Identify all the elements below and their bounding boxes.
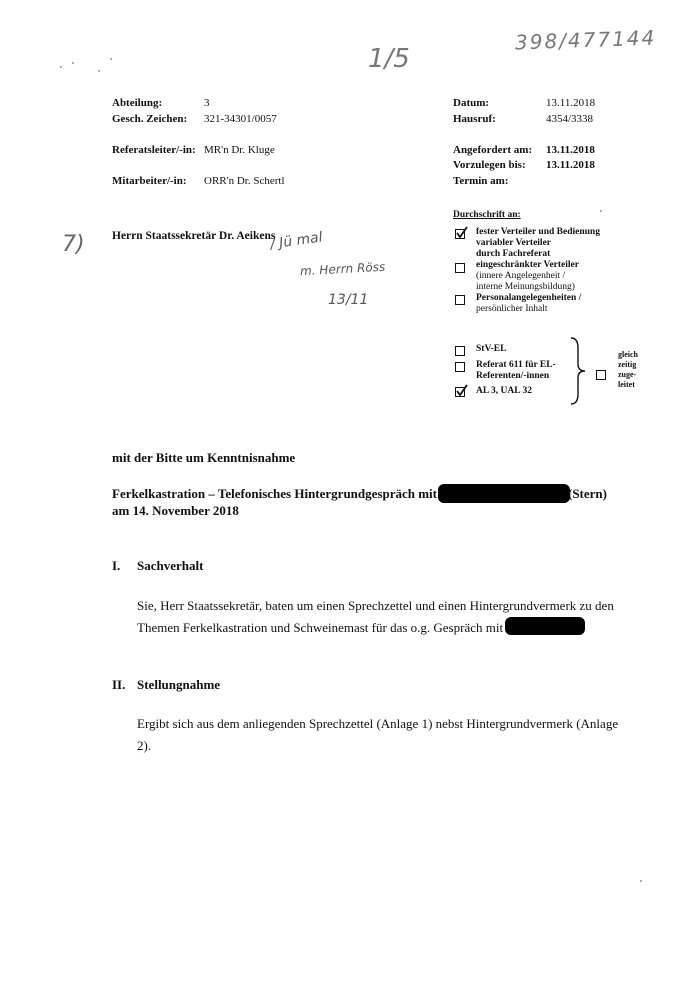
scan-dot: [640, 880, 642, 882]
gleichzeitig-line1: gleich: [618, 350, 638, 359]
datum-value: 13.11.2018: [546, 97, 596, 109]
vorzulegen-label: Vorzulegen bis:: [453, 159, 526, 171]
termin-label: Termin am:: [453, 175, 509, 187]
checkmark-icon: [455, 384, 469, 398]
checkbox-eingeschraenkter-verteiler[interactable]: [455, 263, 465, 273]
option-fester-verteiler-line1: fester Verteiler und Bedienung: [476, 227, 600, 237]
recipient: Herrn Staatssekretär Dr. Aeikens: [112, 230, 276, 242]
gleichzeitig-line3: zuge-: [618, 370, 637, 379]
angefordert-value: 13.11.2018: [546, 144, 595, 156]
abteilung-label: Abteilung:: [112, 97, 163, 109]
redaction-bar: [505, 617, 585, 635]
gesch-zeichen-value: 321-34301/0057: [204, 113, 277, 125]
checkbox-fester-verteiler[interactable]: [455, 229, 465, 239]
handwritten-mark: 1/5: [368, 44, 410, 74]
option-al3-ual32: AL 3, UAL 32: [476, 386, 532, 396]
handwritten-paraph-line2: m. Herrn Röss: [299, 259, 386, 279]
abteilung-value: 3: [204, 97, 210, 109]
handwritten-number: 398/477144: [514, 25, 657, 55]
section2-text-line1: Ergibt sich aus dem anliegenden Sprechzettel (Anlage 1) nebst Hintergrundvermerk (Anlage: [137, 716, 619, 731]
option-referat-611-line2: Referenten/-innen: [476, 371, 550, 381]
section1-text-line2: Themen Ferkelkastration und Schweinemast für das o.g. Gespräch mit: [137, 620, 504, 635]
handwritten-margin-mark: 7): [62, 232, 85, 257]
checkbox-al3-ual32[interactable]: [455, 387, 465, 397]
checkbox-referat-611[interactable]: [455, 362, 465, 372]
section1-number: I.: [112, 558, 121, 573]
mitarbeiter-value: ORR'n Dr. Schertl: [204, 175, 285, 187]
section2-text-line2: 2).: [137, 738, 152, 753]
option-stv-el: StV-EL: [476, 344, 507, 354]
section2-title: Stellungnahme: [137, 677, 221, 692]
subject-line2: am 14. November 2018: [112, 503, 239, 518]
checkbox-personalangelegenheiten[interactable]: [455, 295, 465, 305]
gesch-zeichen-label: Gesch. Zeichen:: [112, 113, 188, 125]
option-fester-verteiler-line3: durch Fachreferat: [476, 249, 551, 259]
scan-dot: [72, 62, 74, 64]
hausruf-value: 4354/3338: [546, 113, 594, 125]
datum-label: Datum:: [453, 97, 490, 109]
option-personal-line1: Personalangelegenheiten /: [476, 293, 582, 303]
durchschrift-title: Durchschrift an:: [453, 210, 521, 220]
mitarbeiter-label: Mitarbeiter/-in:: [112, 175, 187, 187]
subject-line1-prefix: Ferkelkastration – Telefonisches Hintergrundgespräch mit: [112, 486, 437, 501]
vorzulegen-value: 13.11.2018: [546, 159, 595, 171]
option-referat-611-line1: Referat 611 für EL-: [476, 360, 556, 370]
referatsleiter-label: Referatsleiter/-in:: [112, 144, 196, 156]
gleichzeitig-line4: leitet: [618, 380, 635, 389]
checkbox-gleichzeitig-zugeleitet[interactable]: [596, 370, 606, 380]
brace-icon: [568, 336, 588, 406]
subject-line1-suffix: (Stern): [568, 486, 607, 501]
scan-dot: [98, 70, 100, 72]
scan-dot: [60, 66, 62, 68]
handwritten-paraph-line1: / Jü mal: [269, 229, 324, 253]
checkbox-stv-el[interactable]: [455, 346, 465, 356]
option-fester-verteiler-line2: variabler Verteiler: [476, 238, 552, 248]
gleichzeitig-line2: zeitig: [618, 360, 637, 369]
angefordert-label: Angefordert am:: [453, 144, 533, 156]
scan-dot: [110, 58, 112, 60]
option-eingeschraenkt-line2: (innere Angelegenheit /: [476, 271, 566, 281]
section1-text-line1: Sie, Herr Staatssekretär, baten um einen Sprechzettel und einen Hintergrundvermerk zu den: [137, 598, 614, 613]
handwritten-paraph-line3: 13/11: [328, 292, 369, 308]
request-line: mit der Bitte um Kenntnisnahme: [112, 450, 296, 465]
scan-dot: [600, 210, 602, 212]
section1-title: Sachverhalt: [137, 558, 204, 573]
section2-number: II.: [112, 677, 126, 692]
hausruf-label: Hausruf:: [453, 113, 496, 125]
referatsleiter-value: MR'n Dr. Kluge: [204, 144, 275, 156]
option-eingeschraenkt-line3: interne Meinungsbildung): [476, 282, 575, 292]
checkmark-icon: [455, 226, 469, 240]
redaction-bar: [438, 484, 570, 503]
option-personal-line2: persönlicher Inhalt: [476, 304, 548, 314]
option-eingeschraenkt-line1: eingeschränkter Verteiler: [476, 260, 579, 270]
